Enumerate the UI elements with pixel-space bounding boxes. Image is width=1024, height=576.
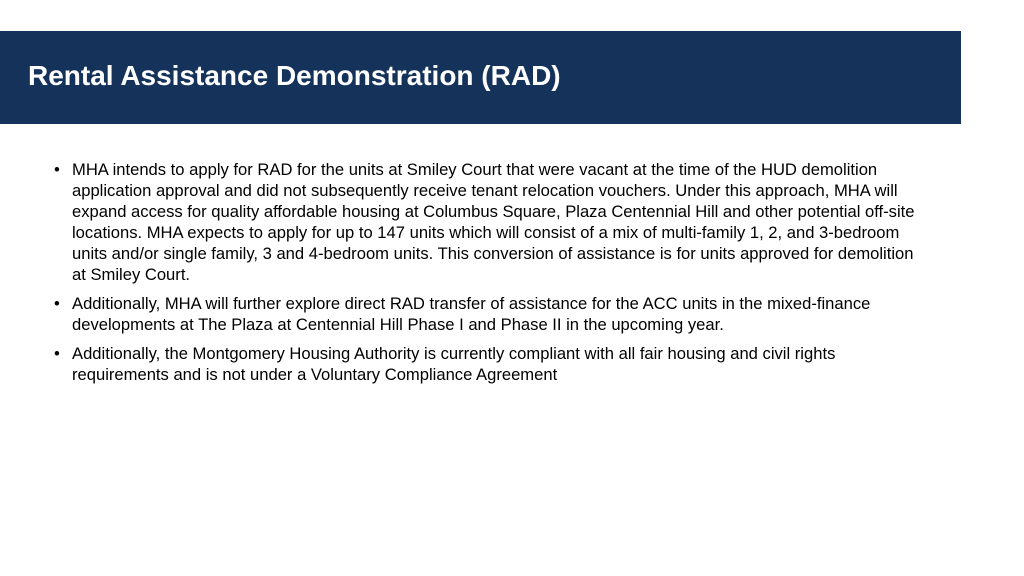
bullet-list — [54, 159, 924, 393]
bullet-text: MHA intends to apply for RAD for the units at Smiley Court that were vacant at the time of the HUD demolition application approval and did not subsequently receive tenant relocation vouchers. Under this approach, MHA will expand access for quality affordable housing at Columbus Square, Plaza Centennial Hill and other potential off-site locations. MHA expects to apply for up to 147 units which will consist of a mix of multi-family 1, 2, and 3-bedroom units and/or single family, 3 and 4-bedroom units. This conversion of assistance is for units approved for demolition at Smiley Court. — [72, 160, 915, 284]
bullet-text: Additionally, the Montgomery Housing Authority is currently compliant with all fair housing and civil rights requirements and is not under a Voluntary Compliance Agreement — [72, 344, 836, 384]
bullet-item — [54, 293, 924, 335]
bullet-dot-icon: • — [54, 294, 60, 313]
bullet-item — [54, 343, 924, 385]
bullet-item — [54, 159, 924, 285]
bullet-text: Additionally, MHA will further explore direct RAD transfer of assistance for the ACC units in the mixed-finance developments at The Plaza at Centennial Hill Phase I and Phase II in the upcoming year. — [72, 294, 871, 334]
bullet-dot-icon: • — [54, 160, 60, 179]
bullet-dot-icon: • — [54, 344, 60, 363]
slide-title: Rental Assistance Demonstration (RAD) — [28, 60, 561, 91]
